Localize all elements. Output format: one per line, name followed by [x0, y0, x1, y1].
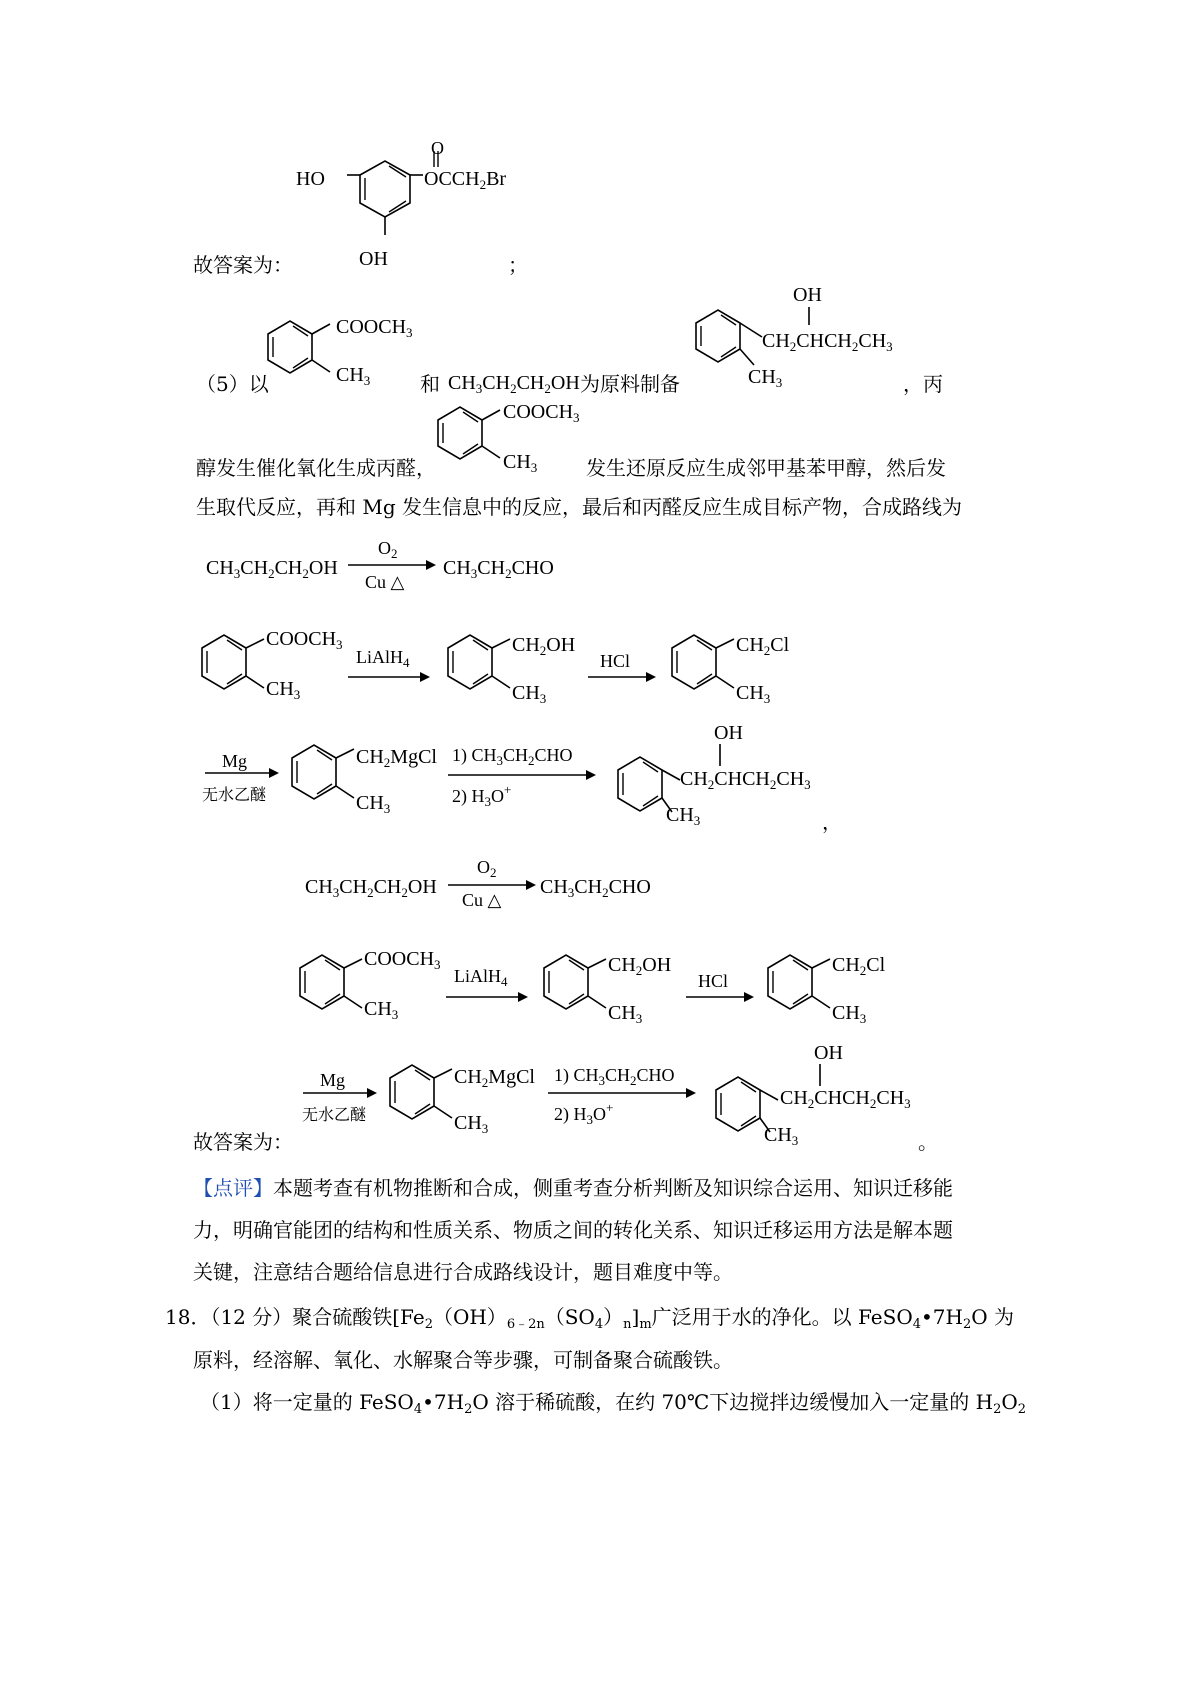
route-a-chain: $CH_2CHCH_2CH_3$ [680, 768, 811, 792]
part5-comma-tail: ，丙 [903, 372, 943, 396]
route-b-answer-end: 。 [918, 1130, 938, 1154]
route-b-propanol: $CH_3CH_2CH_2OH$ [305, 876, 437, 900]
route-b-o2: $O_2$ [477, 857, 497, 880]
route-b-hcl: HCl [698, 971, 729, 991]
route-b-ch2mgcl: $CH_2MgCl$ [454, 1066, 535, 1090]
ch3-label-2: $CH_3$ [503, 451, 538, 475]
part5-lead: （5）以 [196, 372, 269, 396]
route-b-arrow-5 [548, 1086, 698, 1100]
route-a-ch2mgcl: $CH_2MgCl$ [356, 746, 437, 770]
route-a-grignard-ring [284, 738, 364, 810]
route-a-product-ch3: $CH_3$ [666, 804, 701, 828]
methyl-ester-molecule [260, 310, 340, 380]
route-a-propanal: $CH_3CH_2CHO$ [443, 557, 554, 581]
route-b-ch2oh: $CH_2OH$ [608, 954, 672, 978]
route-b-lialh4: LiAlH$_4$ [454, 966, 508, 989]
route-a-propanol: $CH_3CH_2CH_2OH$ [206, 557, 338, 581]
route-a-arrow-4 [205, 766, 281, 780]
answer-semicolon: ； [508, 253, 528, 277]
route-a-arrow-2 [348, 670, 432, 684]
route-a-cu: Cu △ [365, 572, 405, 592]
part5-as-material: 为原料制备 [580, 372, 680, 396]
route-b-ester-ring [292, 948, 372, 1020]
route-b-ch2cl: $CH_2Cl$ [832, 954, 886, 978]
q18-line2: 原料，经溶解、氧化、水解聚合等步骤，可制备聚合硫酸铁。 [193, 1348, 733, 1372]
route-a-oh: OH [714, 722, 743, 744]
carbonyl-oxygen: O [431, 138, 444, 158]
route-a-chloride-ring [664, 628, 744, 700]
route-b-grignard-ring [382, 1058, 462, 1130]
cooch3-label: $COOCH_3$ [336, 316, 413, 340]
route-a-ester-ch3: $CH_3$ [266, 678, 301, 702]
part5-and: 和 [420, 372, 440, 396]
route-b-step2: 2) $H_3O^+$ [554, 1100, 614, 1127]
route-a-lialh4: LiAlH$_4$ [356, 647, 410, 670]
route-a-ch2cl: $CH_2Cl$ [736, 634, 790, 658]
q18-line3: （1）将一定量的 $FeSO_4•7H_2O$ 溶于稀硫酸，在约 70℃下边搅拌边缓慢加入一定量的 $H_2O_2$ [200, 1390, 1027, 1417]
route-b-answer-prefix: 故答案为： [193, 1130, 293, 1154]
route-a-step2: 2) $H_3O^+$ [452, 782, 512, 809]
methyl-ester-molecule-2 [430, 400, 510, 470]
route-a-cooch3: $COOCH_3$ [266, 628, 343, 652]
route-b-propanal: $CH_3CH_2CHO$ [540, 876, 651, 900]
route-b-product-ch3: $CH_3$ [764, 1124, 799, 1148]
route-b-ester-ch3: $CH_3$ [364, 998, 399, 1022]
route-a-comma: ， [822, 810, 842, 834]
route-b-mg: Mg [320, 1070, 346, 1090]
route-b-arrow-2 [446, 990, 530, 1004]
part4-molecule [285, 135, 525, 275]
route-b-chloride-ch3: $CH_3$ [832, 1002, 867, 1026]
answer-prefix: 故答案为： [193, 253, 293, 277]
route-b-arrow-4 [303, 1086, 379, 1100]
route-b-chain: $CH_2CHCH_2CH_3$ [780, 1087, 911, 1111]
route-a-chloride-ch3: $CH_3$ [736, 682, 771, 706]
route-a-arrow-5 [448, 768, 598, 782]
ester-label: $OCCH_2Br$ [424, 168, 507, 192]
route-a-ester-ring [194, 628, 274, 700]
target-oh: OH [793, 284, 822, 306]
hydroxyl-label-bottom: OH [359, 248, 388, 270]
propanol-inline: $CH_3CH_2CH_2OH$ [448, 372, 580, 396]
comment-line2: 力，明确官能团的结构和性质关系、物质之间的转化关系、知识迁移运用方法是解本题 [193, 1218, 953, 1242]
route-a-step1: 1) $CH_3CH_2CHO$ [452, 745, 573, 768]
cooch3-label-2: $COOCH_3$ [503, 401, 580, 425]
route-b-alcohol-ch3: $CH_3$ [608, 1002, 643, 1026]
route-a-o2: $O_2$ [378, 538, 398, 561]
route-a-alcohol-ring [440, 628, 520, 700]
route-a-grignard-ch3: $CH_3$ [356, 792, 391, 816]
part5-line2-a: 醇发生催化氧化生成丙醛， [196, 456, 436, 480]
route-a-hcl: HCl [600, 651, 631, 671]
hydroxyl-label: HO [296, 168, 325, 190]
q18-line1: 18．（12 分）聚合硫酸铁$[Fe_2(OH)_{6﹣2n}(SO_4)_n]_m$广泛用于水的净化。以 $FeSO_4•7H_2O$ 为 [165, 1305, 1015, 1332]
route-b-cooch3: $COOCH_3$ [364, 948, 441, 972]
route-a-ch2oh: $CH_2OH$ [512, 634, 576, 658]
target-ch3: $CH_3$ [748, 366, 783, 390]
route-b-oh: OH [814, 1042, 843, 1064]
route-b-chloride-ring [760, 948, 840, 1020]
route-a-oh-bond [718, 744, 722, 768]
part5-line2-b: 发生还原反应生成邻甲基苯甲醇，然后发 [586, 456, 946, 480]
route-a-arrow-3 [588, 670, 658, 684]
comment-tag: 【点评】 [193, 1176, 273, 1200]
route-b-grignard-ch3: $CH_3$ [454, 1112, 489, 1136]
route-a-arrow-1 [348, 558, 438, 572]
route-a-ether: 无水乙醚 [202, 785, 267, 804]
route-a-mg: Mg [222, 751, 248, 771]
route-a-alcohol-ch3: $CH_3$ [512, 682, 547, 706]
route-b-cu: Cu △ [462, 890, 502, 910]
target-chain: $CH_2CHCH_2CH_3$ [762, 330, 893, 354]
comment-line3: 关键，注意结合题给信息进行合成路线设计，题目难度中等。 [193, 1260, 733, 1284]
route-b-alcohol-ring [536, 948, 616, 1020]
comment-line1: 【点评】本题考查有机物推断和合成，侧重考查分析判断及知识综合运用、知识迁移能 [193, 1176, 953, 1200]
route-b-step1: 1) $CH_3CH_2CHO$ [554, 1065, 675, 1088]
route-b-oh-bond [818, 1064, 822, 1088]
ch3-label: $CH_3$ [336, 364, 371, 388]
route-b-arrow-3 [686, 990, 756, 1004]
route-b-ether: 无水乙醚 [302, 1105, 367, 1124]
part5-line3: 生取代反应，再和 Mg 发生信息中的反应，最后和丙醛反应生成目标产物，合成路线为 [196, 495, 962, 519]
